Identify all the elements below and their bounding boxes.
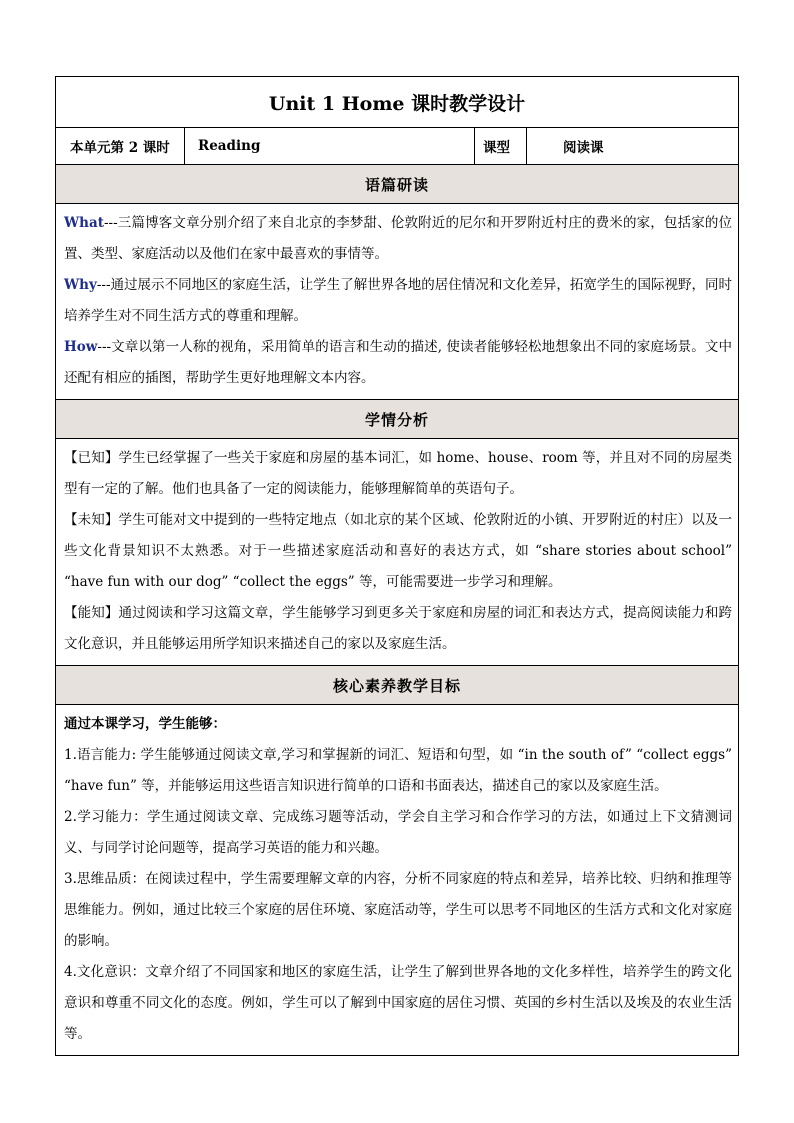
type-value: 阅读课 (527, 128, 739, 165)
unknown-paragraph: 【未知】学生可能对文中提到的一些特定地点（如北京的某个区域、伦敦附近的小镇、开罗附近的村庄）以及一些文化背景知识不太熟悉。对于一些描述家庭活动和喜好的表达方式，如 “share stories about school” “have fun with our dog” “collect the eggs” 等，可能需要进一步学习和理解。 (64, 512, 733, 590)
lesson-value: Reading (185, 128, 475, 165)
what-text: ---三篇博客文章分别介绍了来自北京的李梦甜、伦敦附近的尼尔和开罗附近村庄的费米的家，包括家的位置、类型、家庭活动以及他们在家中最喜欢的事情等。 (64, 215, 733, 262)
goal-item-1: 1.语言能力: 学生能够通过阅读文章,学习和掌握新的词汇、短语和句型，如 “in the south of” “collect eggs” “have fun” 等，并能够运用这些语言知识进行简单的口语和书面表达，描述自己的家以及家庭生活。 (64, 747, 733, 794)
how-key: How (64, 339, 98, 355)
goal-item-3: 3.思维品质：在阅读过程中，学生需要理解文章的内容，分析不同家庭的特点和差异，培养比较、归纳和推理等思维能力。例如，通过比较三个家庭的居住环境、家庭活动等，学生可以思考不同地区的生活方式和文化对家庭的影响。 (64, 871, 733, 949)
section-heading-student-analysis: 学情分析 (56, 400, 739, 439)
known-paragraph: 【已知】学生已经掌握了一些关于家庭和房屋的基本词汇，如 home、house、room 等，并且对不同的房屋类型有一定的了解。他们也具备了一定的阅读能力，能够理解简单的英语句子。 (64, 450, 733, 497)
page-title: Unit 1 Home 课时教学设计 (56, 77, 739, 128)
goals-body (56, 705, 739, 1056)
section-heading-goals: 核心素养教学目标 (56, 666, 739, 705)
why-key: Why (64, 277, 97, 293)
meta-row (56, 128, 739, 165)
lesson-label: 本单元第 2 课时 (56, 128, 185, 165)
why-paragraph (64, 270, 732, 332)
type-label: 课型 (475, 128, 527, 165)
goals-intro: 通过本课学习，学生能够： (64, 716, 226, 732)
how-text: ---文章以第一人称的视角，采用简单的语言和生动的描述, 使读者能够轻松地想象出不同的家庭场景。文中还配有相应的插图，帮助学生更好地理解文本内容。 (64, 339, 733, 386)
why-text: ---通过展示不同地区的家庭生活，让学生了解世界各地的居住情况和文化差异，拓宽学生的国际视野，同时培养学生对不同生活方式的尊重和理解。 (64, 277, 733, 324)
how-paragraph (64, 332, 732, 394)
section-heading-text-analysis: 语篇研读 (56, 165, 739, 204)
ability-paragraph: 【能知】通过阅读和学习这篇文章，学生能够学习到更多关于家庭和房屋的词汇和表达方式，提高阅读能力和跨文化意识，并且能够运用所学知识来描述自己的家以及家庭生活。 (64, 605, 733, 652)
goal-item-4: 4.文化意识：文章介绍了不同国家和地区的家庭生活，让学生了解到世界各地的文化多样性，培养学生的跨文化意识和尊重不同文化的态度。例如，学生可以了解到中国家庭的居住习惯、英国的乡村生活以及埃及的农业生活等。 (64, 964, 733, 1042)
student-analysis-body (56, 439, 739, 666)
goal-item-2: 2.学习能力：学生通过阅读文章、完成练习题等活动，学会自主学习和合作学习的方法，如通过上下文猜测词义、与同学讨论问题等，提高学习英语的能力和兴趣。 (64, 809, 733, 856)
what-key: What (64, 215, 104, 231)
text-analysis-body (56, 204, 739, 400)
lesson-plan-table (55, 76, 739, 1056)
what-paragraph (64, 208, 732, 270)
